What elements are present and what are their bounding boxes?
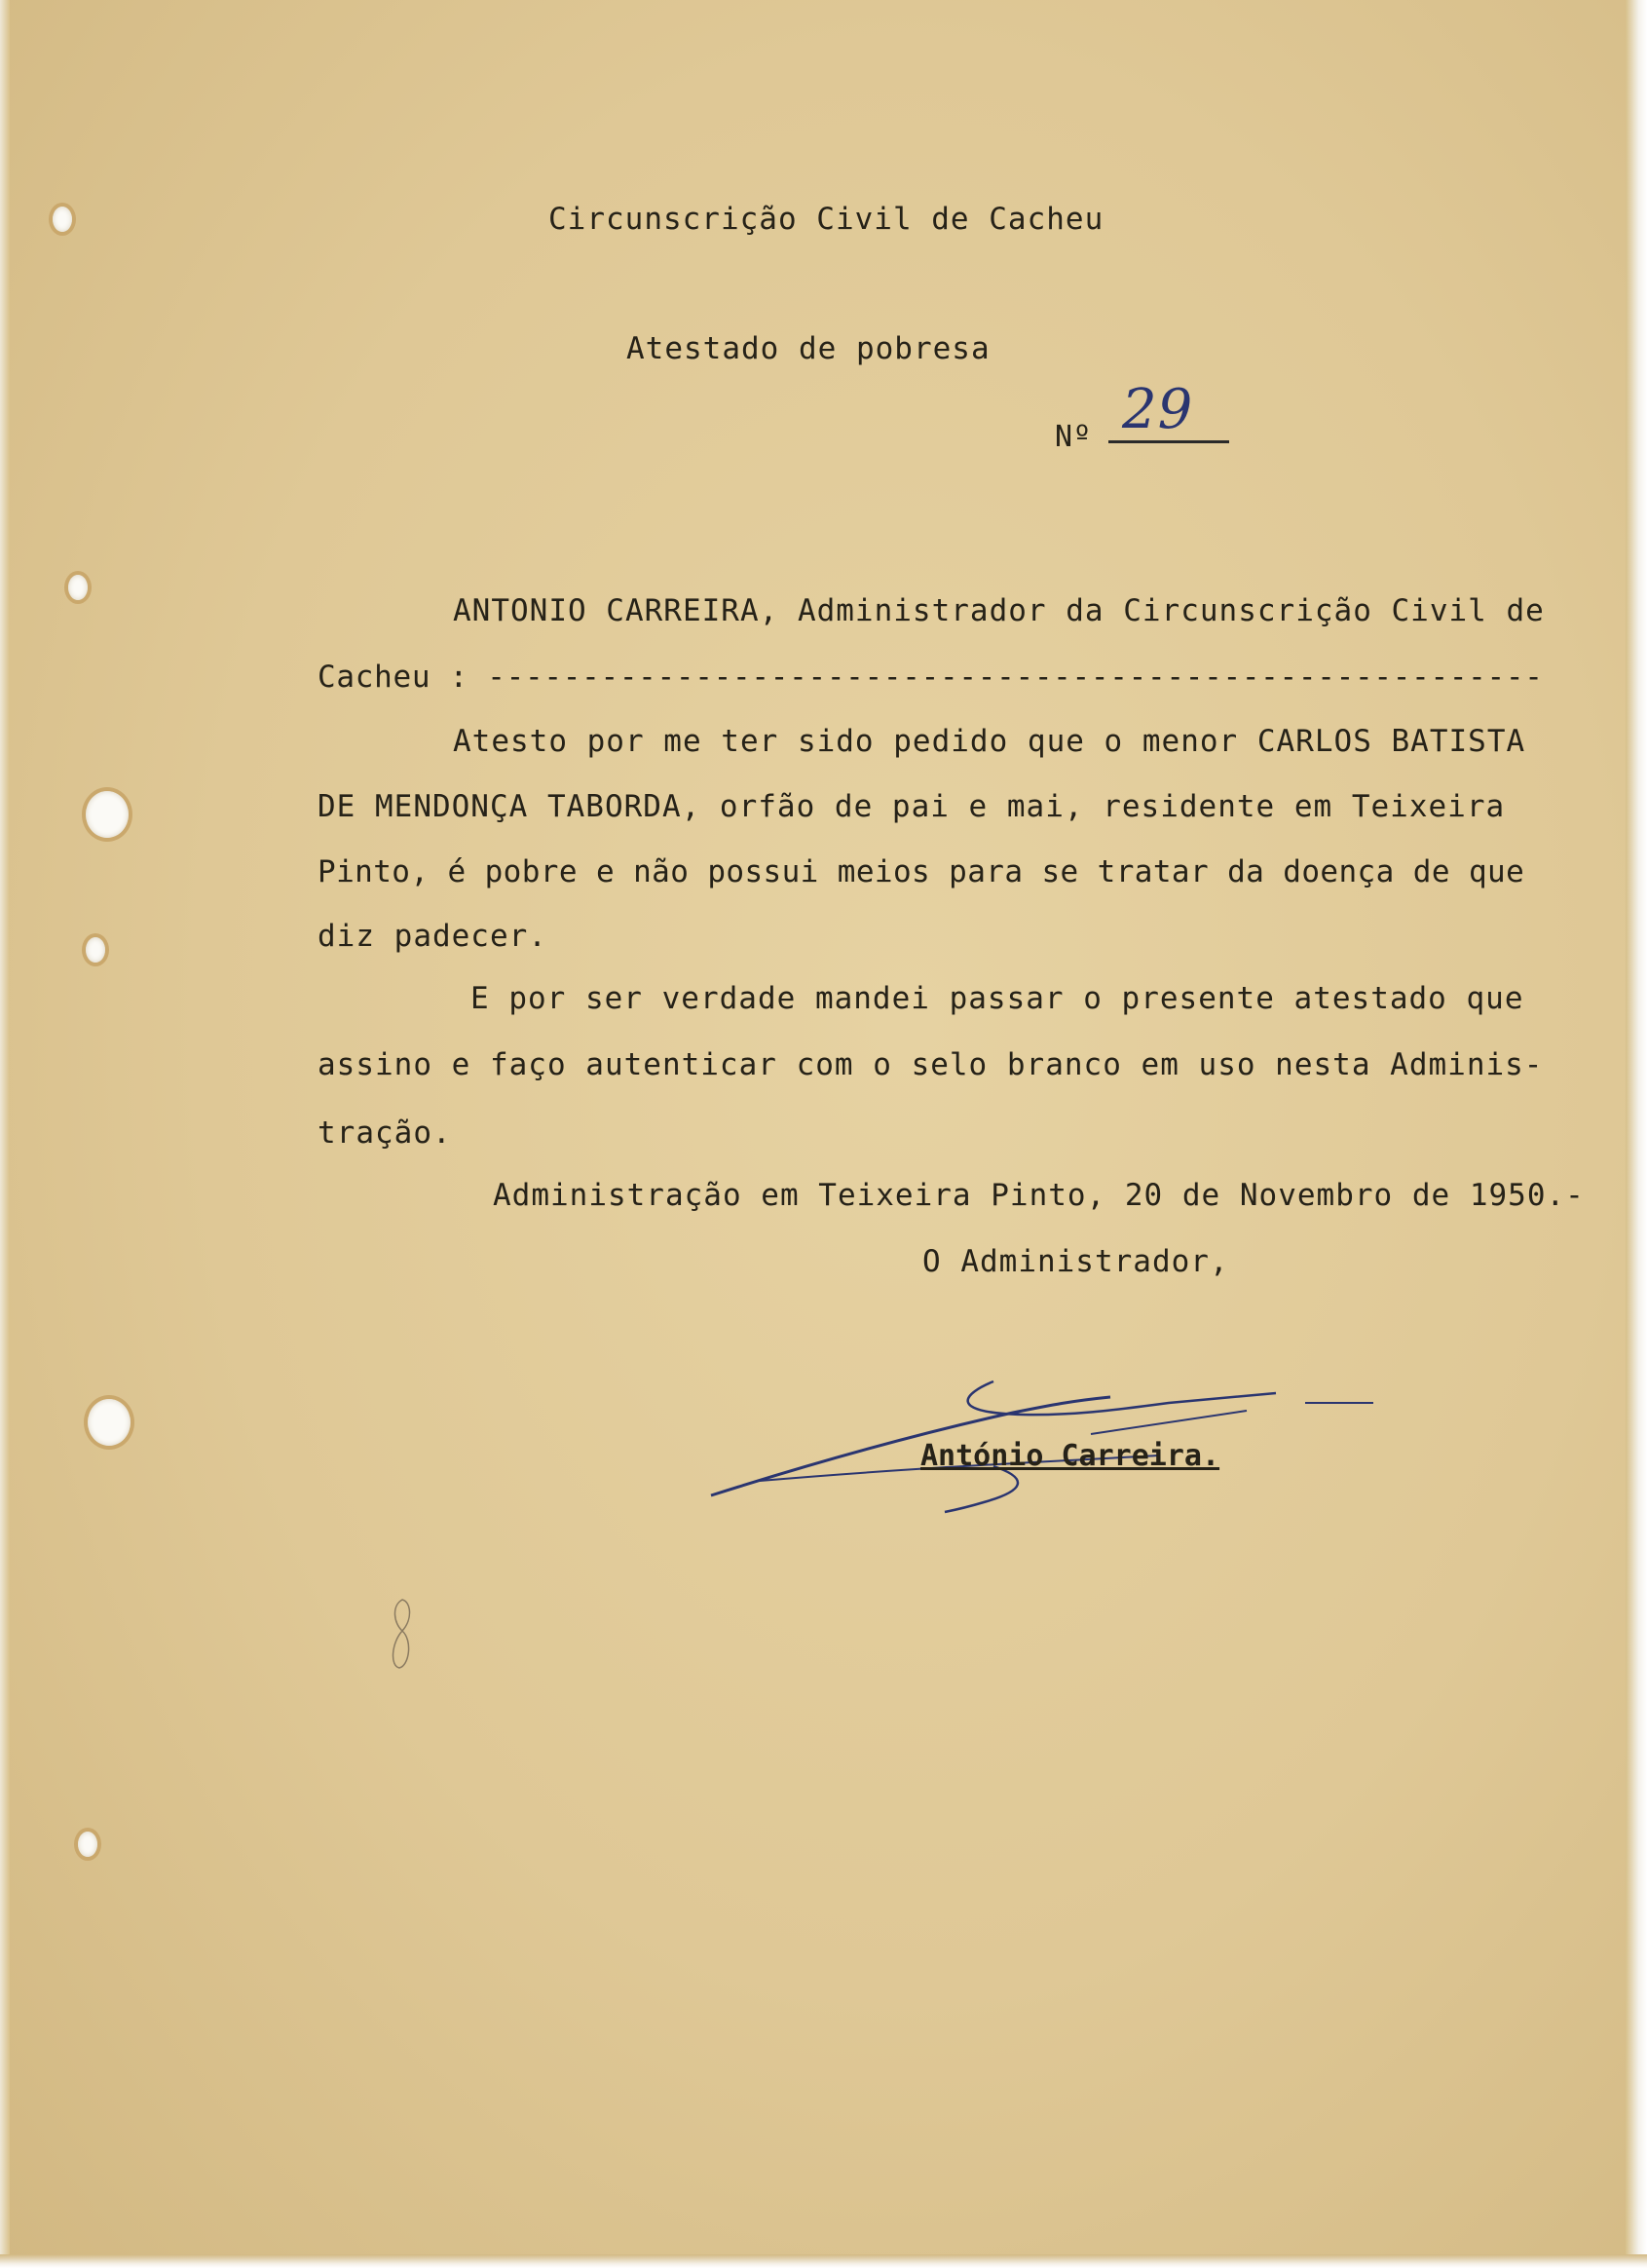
punch-hole-icon [53,207,72,232]
letter-title: Atestado de pobresa [626,331,991,366]
signatory-title: O Administrador, [922,1244,1229,1279]
punch-hole-icon [88,1399,131,1446]
signatory-name: António Carreira. [920,1439,1220,1473]
body-line: assino e faço autenticar com o selo branco em uso nesta Adminis- [318,1047,1544,1082]
body-line: diz padecer. [318,919,547,954]
paper-bottom-edge [0,2254,1647,2268]
paper-left-edge [0,0,10,2268]
punch-hole-icon [86,791,129,838]
body-line: Atesto por me ter sido pedido que o menor CARLOS BATISTA [453,724,1526,759]
punch-hole-icon [78,1832,97,1857]
body-line: Cacheu : -------------------------------------------------------- [318,660,1544,695]
body-line: DE MENDONÇA TABORDA, orfão de pai e mai, residente em Teixeira [318,789,1506,824]
letter-header: Circunscrição Civil de Cacheu [548,202,1104,237]
body-line: Pinto, é pobre e não possui meios para se tratar da doença de que [318,854,1525,889]
body-line: E por ser verdade mandei passar o presente atestado que [470,981,1524,1016]
body-line: ANTONIO CARREIRA, Administrador da Circunscrição Civil de [453,593,1545,628]
punch-hole-icon [86,937,105,963]
document-number [1055,378,1194,454]
paper-right-edge [1626,0,1647,2268]
punch-hole-icon [68,575,88,600]
number-label: Nº [1055,420,1093,454]
margin-note-icon [388,1596,417,1674]
body-line: tração. [318,1115,452,1151]
handwritten-number: 29 [1108,380,1229,443]
place-date: Administração em Teixeira Pinto, 20 de Novembro de 1950.- [493,1178,1585,1213]
